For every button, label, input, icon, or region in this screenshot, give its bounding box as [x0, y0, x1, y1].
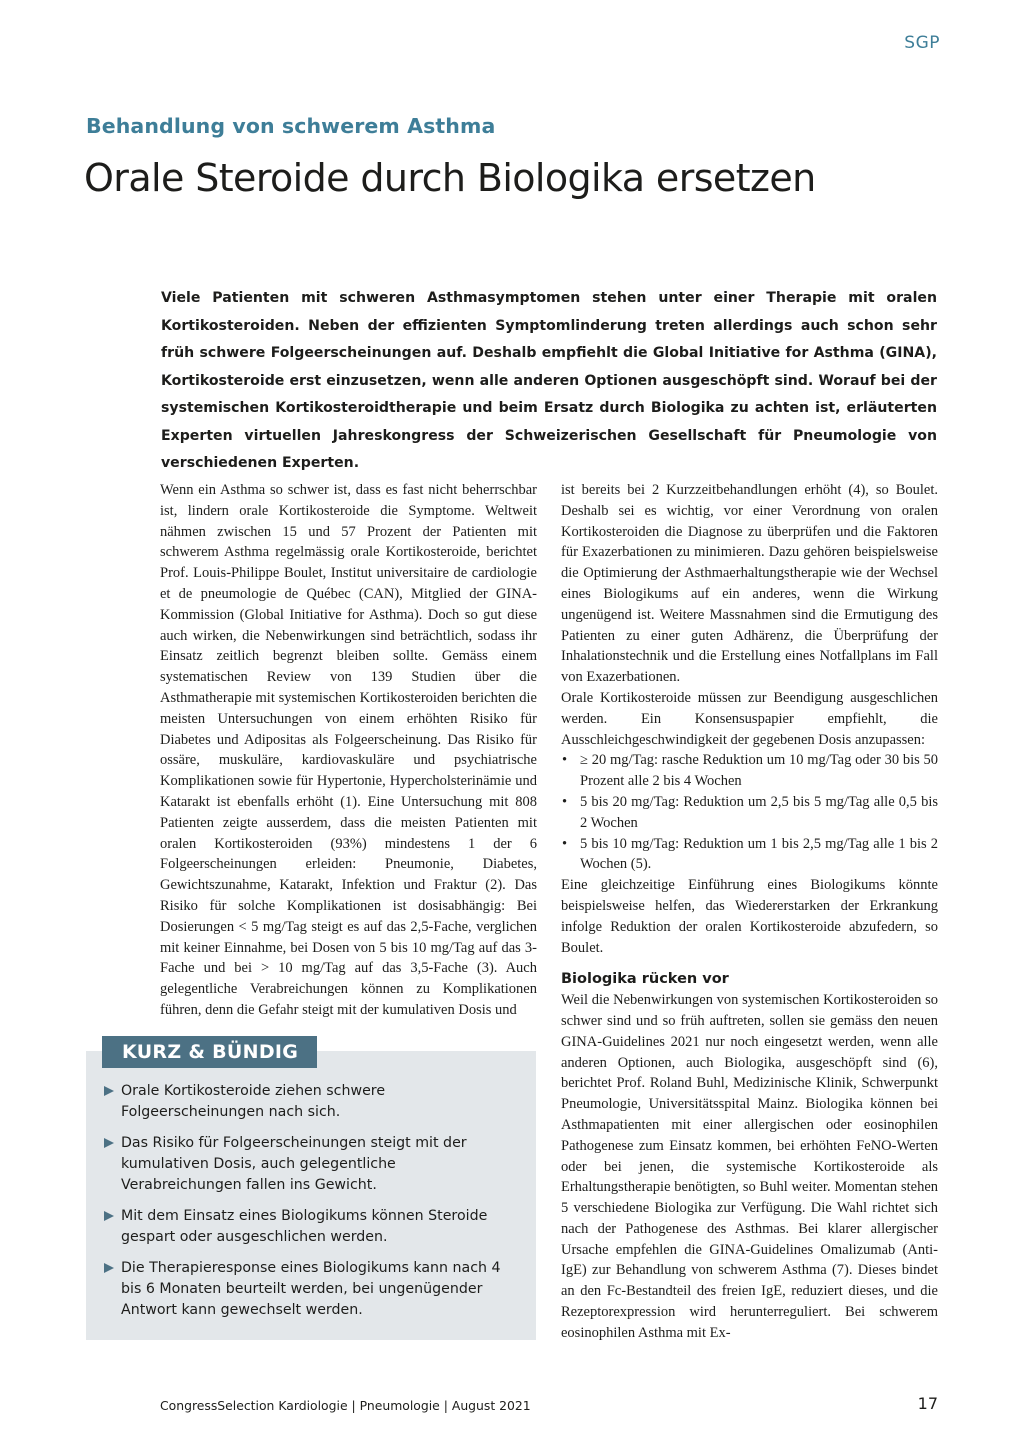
dosage-item: • 5 bis 20 mg/Tag: Reduktion um 2,5 bis 5 mg/Tag alle 0,5 bis 2 Wochen	[561, 792, 938, 834]
triangle-bullet-icon	[104, 1086, 114, 1096]
dosage-item: • ≥ 20 mg/Tag: rasche Reduktion um 10 mg/Tag oder 30 bis 50 Prozent alle 2 bis 4 Wochen	[561, 750, 938, 792]
body-paragraph: Eine gleichzeitige Einführung eines Biologikums könnte beispielsweise helfen, das Wiedererstarken der Erkrankung infolge Reduktion der oralen Kortikosteroide abzufedern, so Boulet.	[561, 877, 938, 956]
summary-item: Die Therapieresponse eines Biologikums kann nach 4 bis 6 Monaten beurteilt werden, bei ungenügender Antwort kann gewechselt werden.	[104, 1258, 520, 1320]
body-paragraph: Weil die Nebenwirkungen von systemischen Kortikosteroiden so schwer sind und so früh auftreten, sollen sie gemäss den neuen GINA-Guidelines 2021 nur noch eingesetzt werden, wenn alle anderen Optionen, auch Biologika, ausgeschöpft sind (6), berichtet Prof. Roland Buhl, Medizinische Klinik, Schwerpunkt Pneumologie, Universitätsspital Mainz. Biologika können bei Asthmapatienten mit einer allergischen oder eosinophilen Pathogenese zum Einsatz kommen, bei erhöhten FeNO-Werten oder bei jenen, die systemische Kortikosteroide als Erhaltungstherapie benötigten, so Buhl weiter. Momentan stehen 5 verschiedene Biologika zur Verfügung. Die Wahl richtet sich nach der Pathogenese des Asthmas. Bei klarer allergischer Ursache empfehlen die GINA-Guidelines Omalizumab (Anti-IgE) zur Behandlung von schwerem Asthma (7). Dieses bindet an den Fc-Bestandteil des freien IgE, reduziert dieses, und die Rezeptorexpression wird herunterreguliert. Bei schwerem eosinophilen Asthma mit Ex-	[561, 992, 938, 1341]
body-paragraph: Orale Kortikosteroide müssen zur Beendigung ausgeschlichen werden. Ein Konsensuspapier empfiehlt, die Ausschleichgeschwindigkeit der gegebenen Dosis anzupassen:	[561, 689, 938, 748]
triangle-bullet-icon	[104, 1263, 114, 1273]
article-lead	[161, 285, 937, 478]
summary-box-title: KURZ & BÜNDIG	[102, 1036, 317, 1068]
body-paragraph: Wenn ein Asthma so schwer ist, dass es fast nicht beherrschbar ist, lindern orale Kortikosteroide die Symptome. Weltweit nähmen zwischen 15 und 57 Prozent der Patienten mit schwerem Asthma regelmässig orale Kortikosteroide, berichtet Prof. Louis-Philippe Boulet, Institut universitaire de cardiologie et de pneumologie de Québec (CAN), Mitglied der GINA-Kommission (Global Initiative for Asthma). Doch so gut diese auch wirken, die Nebenwirkungen sind beträchtlich, sodass ihr Einsatz zeitlich begrenzt bleiben sollte. Gemäss einem systematischen Review von 139 Studien über die Asthmatherapie mit systemischen Kortikosteroiden berichten die meisten Untersuchungen von einem erhöhten Risiko für Diabetes und Adipositas als Folgeerscheinung. Das Risiko für ossäre, muskuläre, kardiovaskuläre und psychiatrische Komplikationen sowie für Hypertonie, Hypercholsterinämie und Katarakt ist ebenfalls erhöht (1). Eine Untersuchung mit 808 Patienten zeigte ausserdem, dass die meisten Patienten mit oralen Kortikosteroiden (93%) mindestens 1 der 6 Folgeerscheinungen erleiden: Pneumonie, Diabetes, Gewichtszunahme, Katarakt, Infektion und Fraktur (2). Das Risiko für solche Komplikationen ist dosisabhängig: Bei Dosierungen < 5 mg/Tag steigt es auf das 2,5-Fache, verglichen mit keiner Einnahme, bei Dosen von 5 bis 10 mg/Tag auf das 3-Fache und bei > 10 mg/Tag auf das 3,5-Fache (3). Auch gelegentliche Verabreichungen können zu Komplikationen führen, denn die Gefahr steigt mit der kumulativen Dosis und	[160, 482, 537, 1018]
summary-list	[104, 1081, 520, 1331]
dosage-item: • 5 bis 10 mg/Tag: Reduktion um 1 bis 2,5 mg/Tag alle 1 bis 2 Wochen (5).	[561, 834, 938, 876]
body-paragraph: ist bereits bei 2 Kurzzeitbehandlungen erhöht (4), so Boulet. Deshalb sei es wichtig, vor einer Verordnung von oralen Kortikosteroiden die Diagnose zu überprüfen und die Faktoren für Exazerbationen zu minimieren. Dazu gehören beispielsweise die Optimierung der Asthmaerhaltungstherapie wie der Wechsel eines Biologikums auf ein anderes, wenn die Wirkung ungenügend ist. Weitere Massnahmen sind die Ermutigung des Patienten zu einer guten Adhärenz, die Überprüfung der Inhalationstechnik und die Erstellung eines Notfallplans im Fall von Exazerbationen.	[561, 482, 938, 686]
left-column	[160, 480, 537, 1021]
section-subheading: Biologika rücken vor	[561, 971, 729, 988]
article-kicker: Behandlung von schwerem Asthma	[86, 114, 496, 138]
summary-item: Das Risiko für Folgeerscheinungen steigt mit der kumulativen Dosis, auch gelegentliche Verabreichungen fallen ins Gewicht.	[104, 1133, 520, 1195]
triangle-bullet-icon	[104, 1211, 114, 1221]
footer-publication: CongressSelection Kardiologie | Pneumologie | August 2021	[160, 1398, 531, 1413]
page-number: 17	[917, 1394, 938, 1413]
triangle-bullet-icon	[104, 1138, 114, 1148]
section-tag: SGP	[904, 33, 940, 53]
dosage-list	[561, 750, 938, 875]
summary-box	[86, 1041, 536, 1340]
lead-text: Viele Patienten mit schweren Asthmasymptomen stehen unter einer Therapie mit oralen Kortikosteroiden. Neben der effizienten Symptomlinderung treten allerdings auch schon sehr früh schwere Folgeerscheinungen auf. Deshalb empfiehlt die Global Initiative for Asthma (GINA), Kortikosteroide erst einzusetzen, wenn alle anderen Optionen ausgeschöpft sind. Worauf bei der systemischen Kortikosteroidtherapie und beim Ersatz durch Biologika zu achten ist, erläuterten Experten virtuellen Jahreskongress der Schweizerischen Gesellschaft für Pneumologie von verschiedenen Experten.	[161, 290, 937, 471]
summary-item: Orale Kortikosteroide ziehen schwere Folgeerscheinungen nach sich.	[104, 1081, 520, 1123]
article-title: Orale Steroide durch Biologika ersetzen	[84, 156, 816, 200]
right-column	[561, 480, 938, 1344]
summary-item: Mit dem Einsatz eines Biologikums können Steroide gespart oder ausgeschlichen werden.	[104, 1206, 520, 1248]
